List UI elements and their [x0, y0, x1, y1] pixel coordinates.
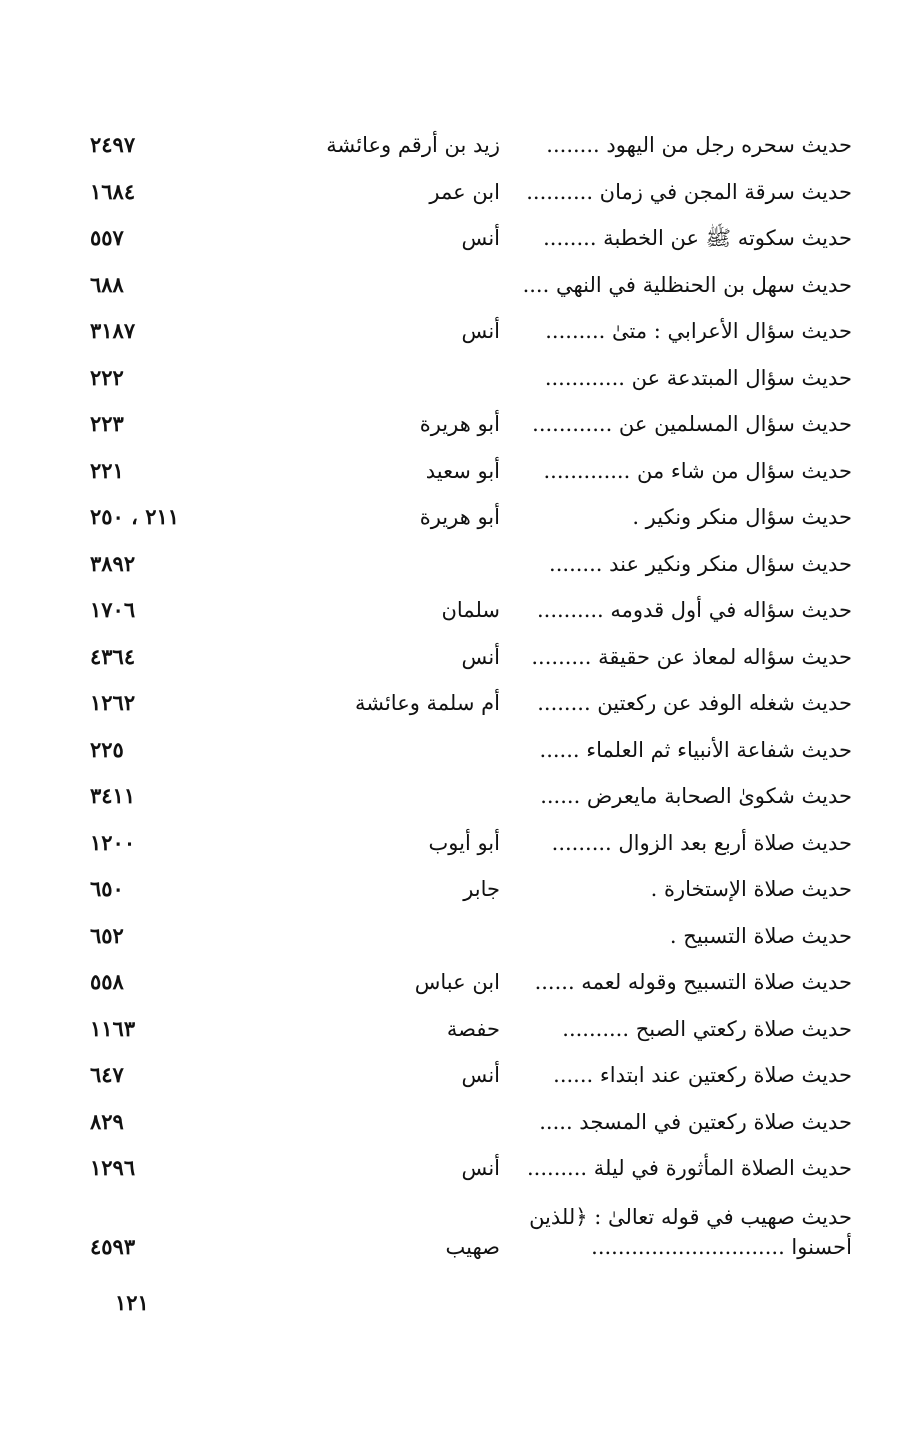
- entry-number: ٢٢٥: [90, 736, 124, 762]
- entry-narrator: حفصة: [446, 1016, 500, 1041]
- entry-number: ٢١١ ، ٢٥٠: [90, 504, 180, 529]
- entry-narrator: أنس: [461, 226, 500, 250]
- index-entry: [0, 866, 897, 913]
- entry-number: ٤٣٦٤: [90, 643, 136, 669]
- entry-title: حديث سكوته ﷺ عن الخطبة ........: [543, 226, 852, 250]
- entry-title: حديث سؤال المبتدعة عن ............: [544, 365, 852, 390]
- entry-number: ٢٢٣: [90, 411, 124, 436]
- entry-title: حديث سؤال منكر ونكير عند ........: [549, 551, 852, 576]
- entry-title: حديث سحره رجل من اليهود ........: [546, 133, 852, 157]
- entry-number: ٢٢٢: [90, 364, 124, 390]
- entry-narrator: أم سلمة وعائشة: [354, 691, 500, 715]
- entry-number: ٣٨٩٢: [90, 550, 136, 576]
- index-entry: [0, 820, 897, 867]
- entry-number: ٨٢٩: [90, 1108, 124, 1134]
- entry-narrator: أنس: [461, 319, 500, 343]
- entry-number: ١٦٨٤: [90, 178, 136, 204]
- entry-title: حديث صلاة التسبيح وقوله لعمه ......: [534, 970, 852, 994]
- index-entry: [0, 494, 897, 541]
- entry-narrator: أنس: [461, 1063, 500, 1087]
- entry-title: حديث صلاة ركعتين في المسجد .....: [539, 1109, 852, 1134]
- entry-title: حديث سؤاله في أول قدومه ..........: [536, 598, 852, 622]
- entry-title: حديث صلاة ركعتين عند ابتداء ......: [553, 1063, 852, 1087]
- entry-title: حديث صلاة التسبيح .: [669, 923, 852, 948]
- index-entry: [0, 773, 897, 820]
- entry-number: ٣٤١١: [90, 783, 136, 808]
- index-entry: [0, 1145, 897, 1192]
- index-entry: [0, 169, 897, 216]
- index-entry: [0, 634, 897, 681]
- entry-narrator: أنس: [461, 644, 500, 669]
- entry-title: حديث سؤال الأعرابي : متىٰ .........: [545, 319, 852, 343]
- index-entry: [0, 541, 897, 588]
- entry-number: ٦٥٢: [90, 922, 124, 948]
- entry-title: حديث سهل بن الحنظلية في النهي ....: [522, 272, 852, 297]
- entry-narrator: ابن عمر: [429, 179, 500, 204]
- entry-narrator: زيد بن أرقم وعائشة: [326, 133, 500, 157]
- entry-narrator: ابن عباس: [414, 970, 500, 994]
- entry-title: حديث شفاعة الأنبياء ثم العلماء ......: [539, 737, 852, 762]
- entry-title: حديث سؤال المسلمين عن ............: [532, 412, 852, 436]
- index-entry: [0, 959, 897, 1006]
- index-entry: [0, 1052, 897, 1099]
- entry-title: حديث شكوىٰ الصحابة مايعرض ......: [540, 784, 852, 808]
- entry-number: ٦٥٠: [90, 876, 124, 901]
- entry-title: حديث الصلاة المأثورة في ليلة .........: [527, 1156, 852, 1180]
- entry-narrator: أنس: [461, 1156, 500, 1180]
- entry-title: حديث صهيب في قوله تعالىٰ : ﴿للذين أحسنوا .............................: [529, 1204, 852, 1259]
- index-entry: [0, 308, 897, 355]
- index-entry: [0, 401, 897, 448]
- entry-number: ٢٤٩٧: [90, 132, 136, 157]
- entry-narrator: سلمان: [441, 598, 500, 622]
- entry-narrator: أبو سعيد: [425, 458, 500, 483]
- index-entry: [0, 122, 897, 169]
- index-entry: [0, 448, 897, 495]
- entry-number: ٣١٨٧: [90, 318, 136, 343]
- index-entry: [0, 913, 897, 960]
- index-entry: [0, 1099, 897, 1146]
- page-number: ١٢١: [115, 1290, 149, 1315]
- entry-number: ١٢٠٠: [90, 829, 136, 855]
- index-entry: [0, 727, 897, 774]
- index-entry: [0, 587, 897, 634]
- entry-number: ٤٥٩٣: [90, 1233, 136, 1259]
- entry-title: حديث سؤال منكر ونكير .: [632, 505, 852, 529]
- entry-title: حديث شغله الوفد عن ركعتين ........: [537, 691, 852, 715]
- entry-narrator: أبو هريرة: [419, 505, 500, 529]
- index-entry: [0, 355, 897, 402]
- entry-number: ٥٥٧: [90, 225, 124, 250]
- entry-number: ١٢٦٢: [90, 690, 136, 715]
- index-entry: [0, 1006, 897, 1053]
- entry-narrator: أبو أيوب: [428, 830, 500, 855]
- entry-number: ١٢٩٦: [90, 1155, 136, 1180]
- hadith-index-list: [0, 122, 897, 1272]
- entry-title: حديث صلاة ركعتي الصبح ..........: [562, 1016, 852, 1041]
- index-entry: [0, 680, 897, 727]
- entry-narrator: أبو هريرة: [419, 412, 500, 436]
- index-entry: [0, 1192, 897, 1272]
- entry-title: حديث صلاة أربع بعد الزوال .........: [551, 830, 852, 855]
- index-entry: [0, 215, 897, 262]
- entry-number: ١١٦٣: [90, 1015, 136, 1041]
- entry-title: حديث سؤال من شاء من .............: [543, 458, 852, 483]
- entry-number: ٢٢١: [90, 457, 124, 483]
- entry-narrator: صهيب: [445, 1234, 500, 1259]
- entry-title: حديث صلاة الإستخارة .: [650, 877, 852, 901]
- entry-narrator: جابر: [463, 877, 500, 901]
- entry-title: حديث سرقة المجن في زمان ..........: [526, 179, 852, 204]
- index-entry: [0, 262, 897, 309]
- entry-number: ٦٨٨: [90, 271, 124, 297]
- entry-number: ٦٤٧: [90, 1062, 124, 1087]
- entry-number: ٥٥٨: [90, 969, 124, 994]
- entry-title: حديث سؤاله لمعاذ عن حقيقة .........: [531, 644, 852, 669]
- entry-number: ١٧٠٦: [90, 597, 136, 622]
